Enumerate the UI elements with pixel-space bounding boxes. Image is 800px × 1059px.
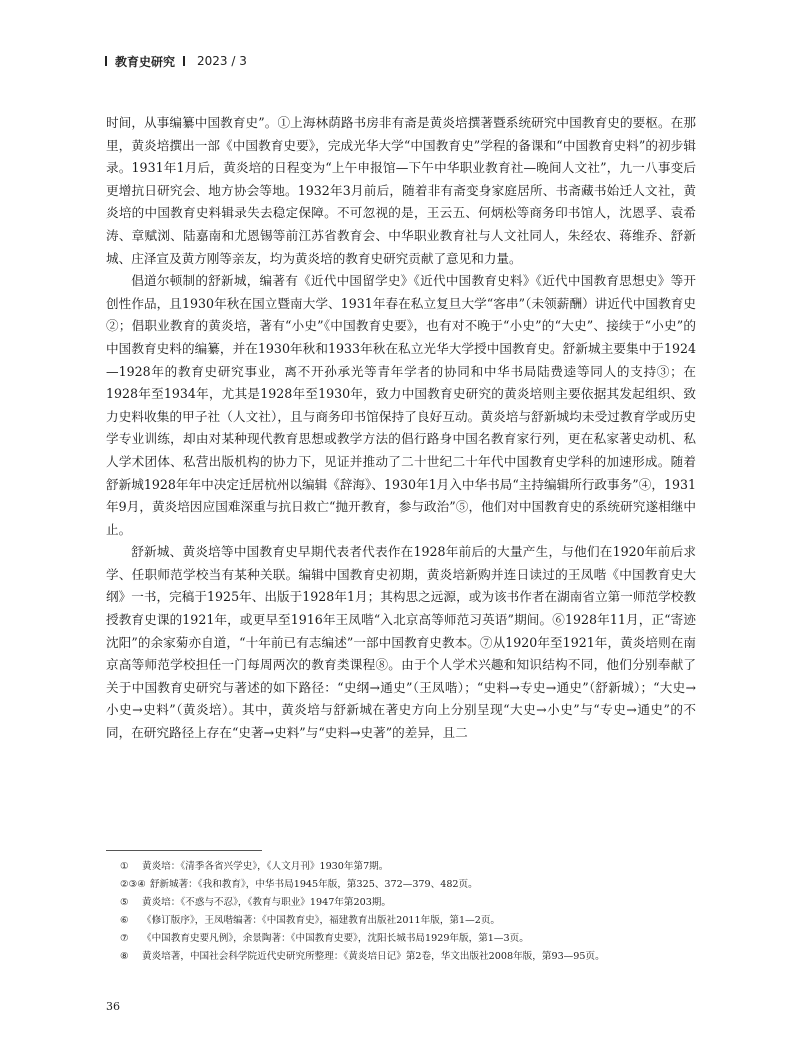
journal-title: 教育史研究: [115, 54, 176, 69]
footnote-mark: ①: [120, 861, 129, 872]
footnote-text: 黄炎培：《清季各省兴学史》，《人文月刊》1930年第7期。: [142, 861, 389, 872]
footnote: [120, 912, 696, 930]
running-header: [105, 52, 247, 70]
footnote-mark: ⑥: [120, 915, 129, 926]
footnote: [120, 948, 696, 966]
footnote-text: 《修订版序》，王凤喈编著：《中国教育史》，福建教育出版社2011年版，第1—2页。: [142, 915, 501, 926]
footnote-mark: ⑧: [120, 951, 129, 962]
footnote-mark: ⑤: [120, 897, 129, 908]
footnote: [120, 876, 696, 894]
footnote-text: 黄炎培著，中国社会科学院近代史研究所整理：《黄炎培日记》第2卷，华文出版社2008年版，第93—95页。: [142, 951, 605, 962]
issue-number: 2023 / 3: [197, 54, 247, 68]
header-divider: [183, 56, 185, 66]
footnote-text: 舒新城著：《我和教育》，中华书局1945年版，第325、372—379、482页。: [149, 879, 478, 890]
paragraph: 时间，从事编纂中国教育史”。①上海林荫路书房非有斋是黄炎培撰著暨系统研究中国教育史的要枢。在那里，黄炎培撰出一部《中国教育史要》，完成光华大学“中国教育史”学程的备课和“中国教育史料”的初步辑录。1931年1月后，黄炎培的日程变为“上午申报馆—下午中华职业教育社—晚间人文社”，九一八事变后更增抗日研究会、地方协会等地。1932年3月前后，随着非有斋变身家庭居所、书斋藏书始迁人文社，黄炎培的中国教育史料辑录失去稳定保障。不可忽视的是，王云五、何炳松等商务印书馆人，沈恩孚、袁希涛、章赋浏、陆嘉南和尤恩锡等前江苏省教育会、中华职业教育社与人文社同人，朱经农、蒋维乔、舒新城、庄泽宣及黄方刚等亲友，均为黄炎培的教育史研究贡献了意见和力量。: [106, 115, 696, 266]
paragraph: 倡道尔顿制的舒新城，编著有《近代中国留学史》《近代中国教育史料》《近代中国教育思想史》等开创性作品，且1930年秋在国立暨南大学、1931年春在私立复旦大学“客串”（未领薪酬）讲近代中国教育史②；倡职业教育的黄炎培，著有“小史”《中国教育史要》，也有对不晚于“小史”的“大史”、接续于“小史”的中国教育史料的编纂，并在1930年秋和1933年秋在私立光华大学授中国教育史。舒新城主要集中于1924—1928年的教育史研究事业，离不开孙承光等青年学者的协同和中华书局陆费逵等同人的支持③；在1928年至1934年，尤其是1928年至1930年，致力中国教育史研究的黄炎培则主要依据其发起组织、致力史料收集的甲子社（人文社），且与商务印书馆保持了良好互动。黄炎培与舒新城均未受过教育学或历史学专业训练，却由对某种现代教育思想或教学方法的倡行路身中国名教育家行列，更在私家著史动机、私人学术团体、私营出版机构的协力下，见证并推动了二十世纪二十年代中国教育史学科的加速形成。随着舒新城1928年年中决定迁居杭州以编辑《辞海》、1930年1月入中华书局“主持编辑所行政事务”④，1931年9月，黄炎培因应国难深重与抗日救亡“抛开教育，参与政治”⑤，他们对中国教育史的系统研究遂相继中止。: [106, 273, 696, 537]
paragraph: 舒新城、黄炎培等中国教育史早期代表者代表作在1928年前后的大量产生，与他们在1920年前后求学、任职师范学校当有某种关联。编辑中国教育史初期，黄炎培新购并连日读过的王凤喈《中国教育史大纲》一书，完稿于1925年、出版于1928年1月；其构思之远源，或为该书作者在湖南省立第一师范学校教授教育史课的1921年，或更早至1916年王凤喈“入北京高等师范习英语”期间。⑥1928年11月，正“寄迹沈阳”的余家菊亦自道，“十年前已有志编述”一部中国教育史教本。⑦从1920年至1921年，黄炎培则在南京高等师范学校担任一门每周两次的教育类课程⑧。由于个人学术兴趣和知识结构不同，他们分别奉献了关于中国教育史研究与著述的如下路径：“史纲→通史”（王凤喈）；“史料→专史→通史”（舒新城）；“大史→小史→史料”（黄炎培）。其中，黄炎培与舒新城在著史方向上分别呈现“大史→小史”与“专史→通史”的不同，在研究路径上存在“史著→史料”与“史料→史著”的差异，且二: [106, 544, 696, 741]
footnote: [120, 894, 696, 912]
footnote-text: 《中国教育史要凡例》，余景陶著：《中国教育史要》，沈阳长城书局1929年版，第1—3页。: [142, 933, 529, 944]
header-divider: [105, 56, 107, 66]
footnotes: [120, 858, 696, 966]
footnote-mark: ⑦: [120, 933, 129, 944]
footnote: [120, 930, 696, 948]
page-number: 36: [106, 1000, 120, 1013]
footnote-mark: ②③④: [120, 879, 146, 890]
footnote-text: 黄炎培：《不惑与不忍》，《教育与职业》1947年第203期。: [142, 897, 391, 908]
footnote: [120, 858, 696, 876]
footnote-separator: [106, 850, 262, 851]
body-text: [106, 112, 696, 745]
